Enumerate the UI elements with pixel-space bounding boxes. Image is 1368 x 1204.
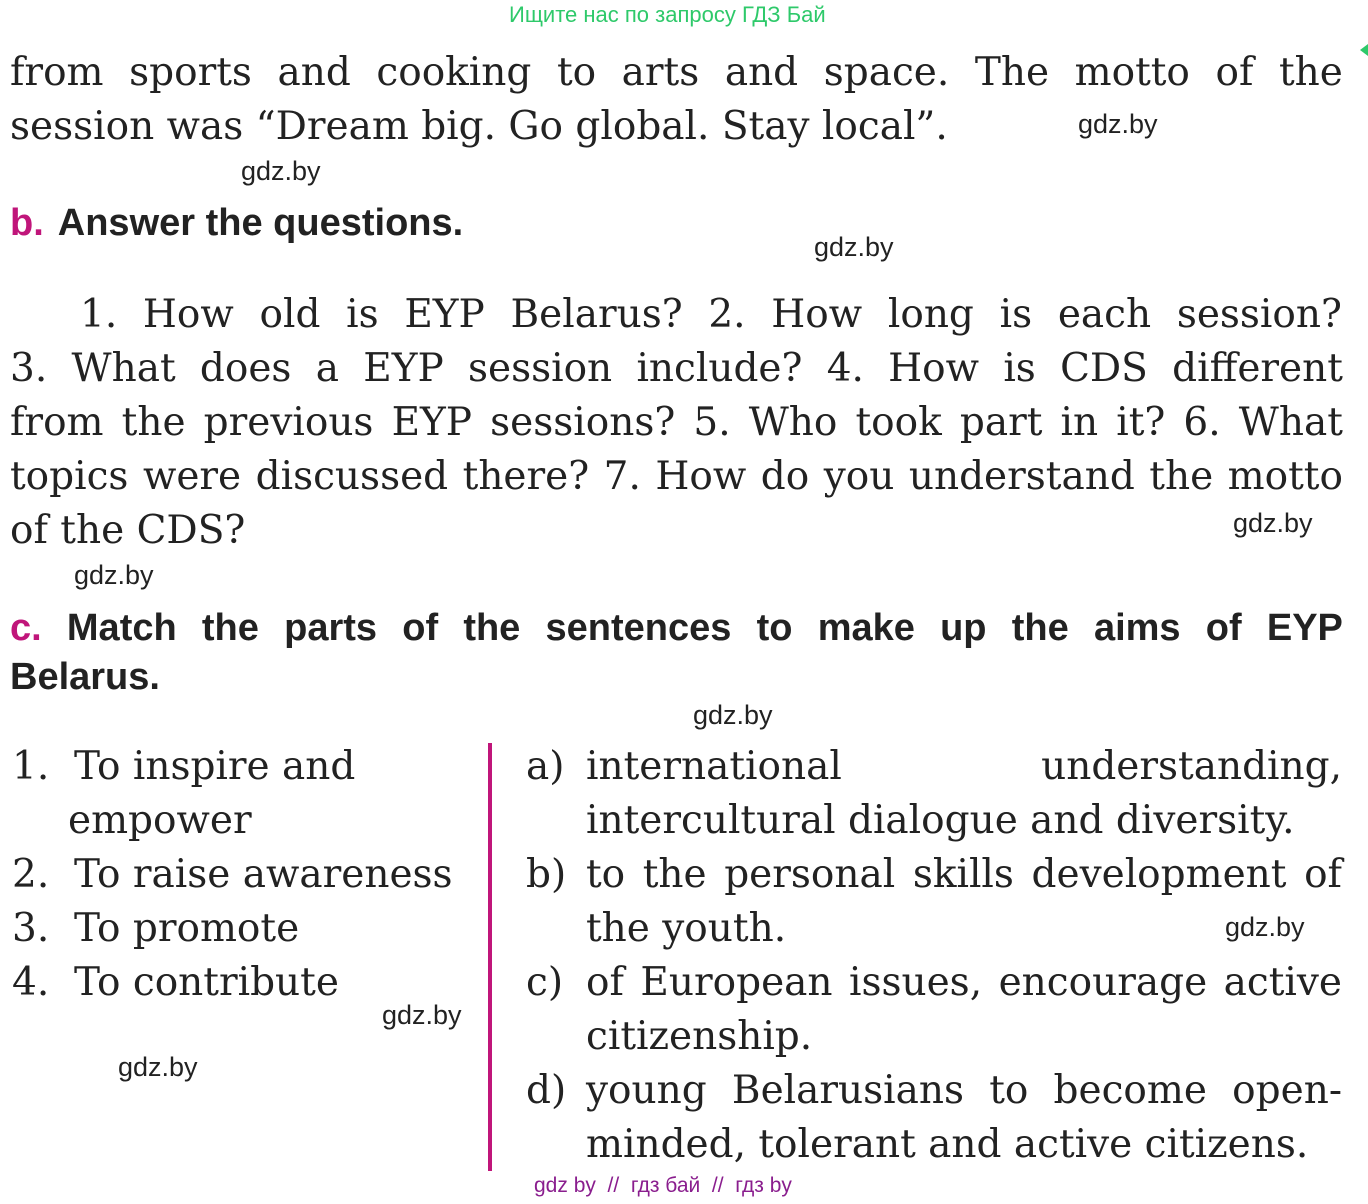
word: is	[346, 292, 379, 337]
section-b-letter: b.	[10, 202, 44, 244]
word: motto	[1074, 50, 1190, 95]
right-item-c-letter: c)	[526, 960, 564, 1005]
word: encourage	[998, 960, 1208, 1005]
word: open-	[1232, 1068, 1342, 1113]
left-item-4	[12, 960, 339, 1005]
word: become	[1053, 1068, 1207, 1113]
left-item-2	[12, 852, 453, 897]
section-c-heading-line-1	[10, 607, 1343, 650]
word: in	[1060, 400, 1099, 445]
watermark: gdz.by	[74, 560, 154, 590]
word: CDS	[1060, 346, 1148, 391]
word: does	[199, 346, 292, 391]
word: is	[999, 292, 1033, 337]
word: topics	[10, 454, 129, 499]
questions-line-2	[10, 346, 1343, 391]
right-item-b-line-1	[586, 852, 1342, 897]
right-item-c-line-2: citizenship.	[586, 1014, 813, 1059]
word: space.	[823, 50, 950, 95]
word: of	[1215, 50, 1254, 95]
word: old	[259, 292, 321, 337]
word: personal	[724, 852, 896, 897]
left-item-number: 1.	[12, 744, 50, 789]
word: How	[142, 292, 234, 337]
word: How	[655, 454, 747, 499]
section-c-heading-line-2: Belarus.	[10, 656, 160, 698]
word: the	[201, 607, 259, 649]
word: were	[142, 454, 242, 499]
word: 1.	[80, 292, 118, 337]
left-item-number: 3.	[12, 906, 50, 951]
word: EYP	[363, 346, 444, 391]
word: the	[121, 400, 186, 445]
word: of	[1205, 607, 1242, 649]
word: and	[277, 50, 351, 95]
word: young	[586, 1068, 707, 1113]
word: What	[1238, 400, 1343, 445]
word: of	[1304, 852, 1342, 897]
intro-line-2: session was “Dream big. Go global. Stay local”.	[10, 104, 948, 149]
right-item-a-line-1	[586, 744, 1342, 789]
right-item-a-letter: a)	[526, 744, 565, 789]
top-banner[interactable]: Ищите нас по запросу ГДЗ Бай	[509, 2, 826, 27]
word: parts	[284, 607, 378, 649]
word: took	[855, 400, 942, 445]
word: to	[556, 50, 597, 95]
word: active	[1223, 960, 1342, 1005]
left-item-text: To inspire and	[74, 744, 356, 789]
word: What	[71, 346, 176, 391]
word: discussed	[255, 454, 449, 499]
word: each	[1057, 292, 1152, 337]
right-item-d-letter: d)	[526, 1068, 567, 1113]
word: the	[1278, 50, 1343, 95]
watermark: gdz.by	[693, 700, 773, 730]
word: 7.	[603, 454, 641, 499]
left-item-1	[12, 744, 355, 789]
word: aims	[1093, 607, 1181, 649]
word: How	[888, 346, 980, 391]
word: sessions?	[490, 400, 676, 445]
left-item-number: 4.	[12, 960, 50, 1005]
word: the	[463, 607, 521, 649]
watermark: gdz.by	[382, 1000, 462, 1030]
word: up	[940, 607, 987, 649]
word: 4.	[826, 346, 864, 391]
questions-line-1	[80, 292, 1342, 337]
word: you	[823, 454, 895, 499]
word: there?	[462, 454, 590, 499]
word: How	[771, 292, 863, 337]
word: Who	[748, 400, 838, 445]
word: include?	[636, 346, 803, 391]
right-item-b-letter: b)	[526, 852, 567, 897]
word: issues,	[848, 960, 983, 1005]
word: EYP	[1266, 607, 1343, 649]
word: 3.	[10, 346, 48, 391]
word: to	[989, 1068, 1029, 1113]
word: the	[1149, 454, 1214, 499]
section-b-heading	[10, 202, 463, 245]
right-item-d-line-1	[586, 1068, 1342, 1113]
word: sentences	[545, 607, 732, 649]
word: long	[887, 292, 974, 337]
word: European	[640, 960, 833, 1005]
word: to	[756, 607, 793, 649]
section-c-letter: c.	[10, 607, 42, 649]
word: international	[586, 744, 842, 789]
word: EYP	[391, 400, 473, 445]
watermark: gdz.by	[1225, 912, 1305, 942]
questions-line-4	[10, 454, 1343, 499]
word: The	[974, 50, 1050, 95]
intro-line-1	[10, 50, 1343, 95]
word: the	[642, 852, 707, 897]
left-item-text: To promote	[74, 906, 300, 951]
watermark: gdz.by	[241, 156, 321, 186]
word: of	[586, 960, 624, 1005]
word: Match	[66, 607, 177, 649]
section-b-title: Answer the questions.	[57, 202, 464, 244]
word: development	[1031, 852, 1287, 897]
word: understand	[908, 454, 1135, 499]
word: 6.	[1183, 400, 1221, 445]
word: session	[467, 346, 613, 391]
word: a	[315, 346, 339, 391]
word: from	[10, 50, 104, 95]
left-item-text: To contribute	[74, 960, 339, 1005]
word: from	[10, 400, 104, 445]
left-item-1-continuation: empower	[68, 798, 252, 843]
word: understanding,	[1041, 744, 1342, 789]
right-item-b-line-2: the youth.	[586, 906, 787, 951]
watermark: gdz.by	[1078, 109, 1158, 139]
word: the	[1011, 607, 1069, 649]
word: arts	[621, 50, 700, 95]
word: Belarusians	[731, 1068, 965, 1113]
watermark: gdz.by	[118, 1052, 198, 1082]
corner-triangle-icon	[1360, 44, 1368, 56]
left-item-text: To raise awareness	[74, 852, 453, 897]
word: previous	[203, 400, 374, 445]
word: of	[402, 607, 439, 649]
word: Belarus?	[510, 292, 683, 337]
word: make	[817, 607, 915, 649]
word: is	[1003, 346, 1036, 391]
left-item-3	[12, 906, 299, 951]
watermark: gdz.by	[814, 232, 894, 262]
word: sports	[129, 50, 252, 95]
word: EYP	[404, 292, 485, 337]
questions-line-5: of the CDS?	[10, 508, 246, 553]
right-item-a-line-2: intercultural dialogue and diversity.	[586, 798, 1295, 843]
bottom-banner[interactable]: gdz by // гдз бай // гдз by	[534, 1174, 792, 1197]
word: part	[959, 400, 1043, 445]
questions-line-3	[10, 400, 1343, 445]
watermark: gdz.by	[1233, 508, 1313, 538]
right-item-d-line-2: minded, tolerant and active citizens.	[586, 1122, 1309, 1167]
word: motto	[1227, 454, 1343, 499]
word: different	[1172, 346, 1343, 391]
word: it?	[1116, 400, 1166, 445]
word: do	[760, 454, 810, 499]
word: cooking	[376, 50, 532, 95]
word: 5.	[693, 400, 731, 445]
column-divider	[488, 743, 492, 1171]
word: and	[724, 50, 799, 95]
word: skills	[912, 852, 1014, 897]
word: session?	[1176, 292, 1342, 337]
right-item-c-line-1	[586, 960, 1342, 1005]
word: to	[586, 852, 626, 897]
left-item-number: 2.	[12, 852, 50, 897]
word: 2.	[708, 292, 746, 337]
